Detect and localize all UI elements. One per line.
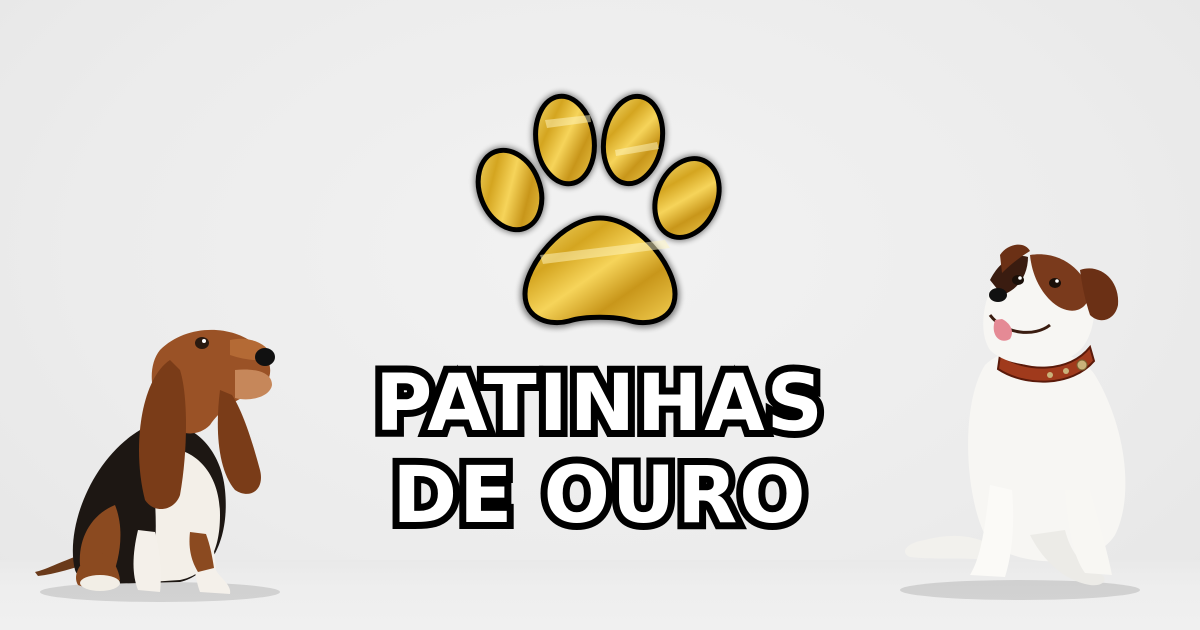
title-line-1: PATINHAS	[375, 359, 825, 449]
page-title	[300, 358, 900, 542]
paw-toe	[530, 92, 600, 187]
basset-hound-image	[20, 300, 290, 610]
jack-russell-terrier-image	[890, 235, 1150, 605]
title-line-2: DE OURO	[392, 451, 808, 541]
paw-icon	[465, 80, 735, 340]
paw-pad	[525, 218, 675, 323]
